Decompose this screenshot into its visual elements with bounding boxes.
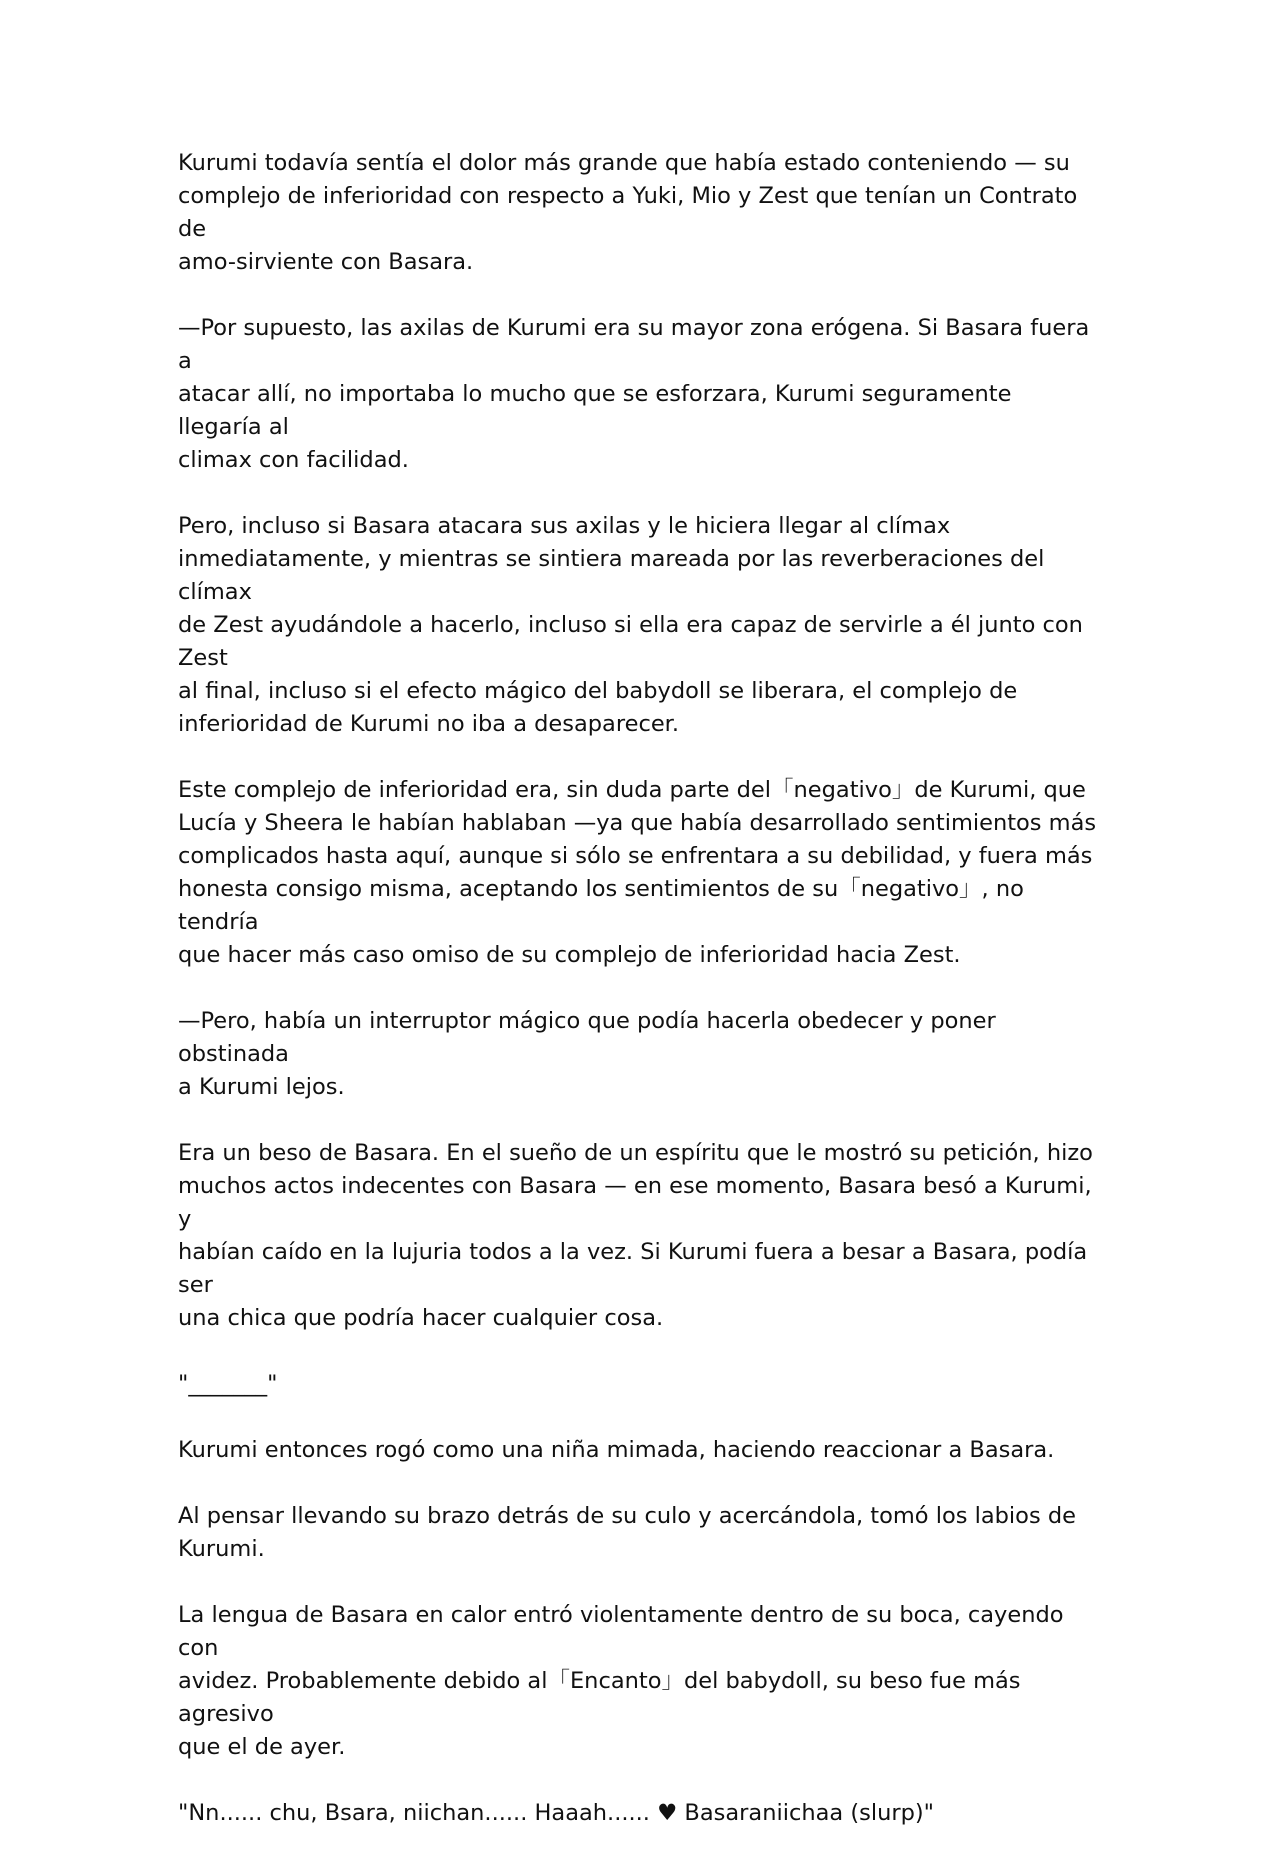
paragraph-11: "Nn...... chu, Bsara, niichan...... Haaah...... ♥ Basaraniichaa (slurp)"	[178, 1800, 934, 1826]
document-page	[178, 147, 1098, 1863]
paragraph-9: Al pensar llevando su brazo detrás de su culo y acercándola, tomó los labios de Kurumi.	[178, 1503, 1076, 1562]
paragraph-10: La lengua de Basara en calor entró violentamente dentro de su boca, cayendo con avidez. Probablemente debido al「Encanto」del babydoll, su beso fue más agresivo que el de ayer.	[178, 1602, 1064, 1760]
paragraph-1: Kurumi todavía sentía el dolor más grande que había estado conteniendo — su complejo de inferioridad con respecto a Yuki, Mio y Zest que tenían un Contrato de amo-sirviente con Basara.	[178, 150, 1078, 275]
paragraph-4: Este complejo de inferioridad era, sin duda parte del「negativo」de Kurumi, que Lucía y Sheera le habían hablaban —ya que había desarrollado sentimientos más complicados hasta aquí, aunque si sólo se enfrentara a su debilidad, y fuera más honesta consigo misma, aceptando los sentimientos de su「negativo」, no tendría que hacer más caso omiso de su complejo de inferioridad hacia Zest.	[178, 777, 1097, 968]
paragraph-5: —Pero, había un interruptor mágico que podía hacerla obedecer y poner obstinada a Kurumi lejos.	[178, 1008, 996, 1100]
paragraph-7: "_______"	[178, 1371, 278, 1397]
paragraph-3: Pero, incluso si Basara atacara sus axilas y le hiciera llegar al clímax inmediatamente, y mientras se sintiera mareada por las reverberaciones del clímax de Zest ayudándole a hacerlo, incluso si ella era capaz de servirle a él junto con Zest al final, incluso si el efecto mágico del babydoll se liberara, el complejo de inferioridad de Kurumi no iba a desaparecer.	[178, 513, 1083, 737]
paragraph-6: Era un beso de Basara. En el sueño de un espíritu que le mostró su petición, hizo muchos actos indecentes con Basara — en ese momento, Basara besó a Kurumi, y habían caído en la lujuria todos a la vez. Si Kurumi fuera a besar a Basara, podía ser una chica que podría hacer cualquier cosa.	[178, 1140, 1093, 1331]
paragraph-2: —Por supuesto, las axilas de Kurumi era su mayor zona erógena. Si Basara fuera a atacar allí, no importaba lo mucho que se esforzara, Kurumi seguramente llegaría al climax con facilidad.	[178, 315, 1090, 473]
paragraph-8: Kurumi entonces rogó como una niña mimada, haciendo reaccionar a Basara.	[178, 1437, 1055, 1463]
